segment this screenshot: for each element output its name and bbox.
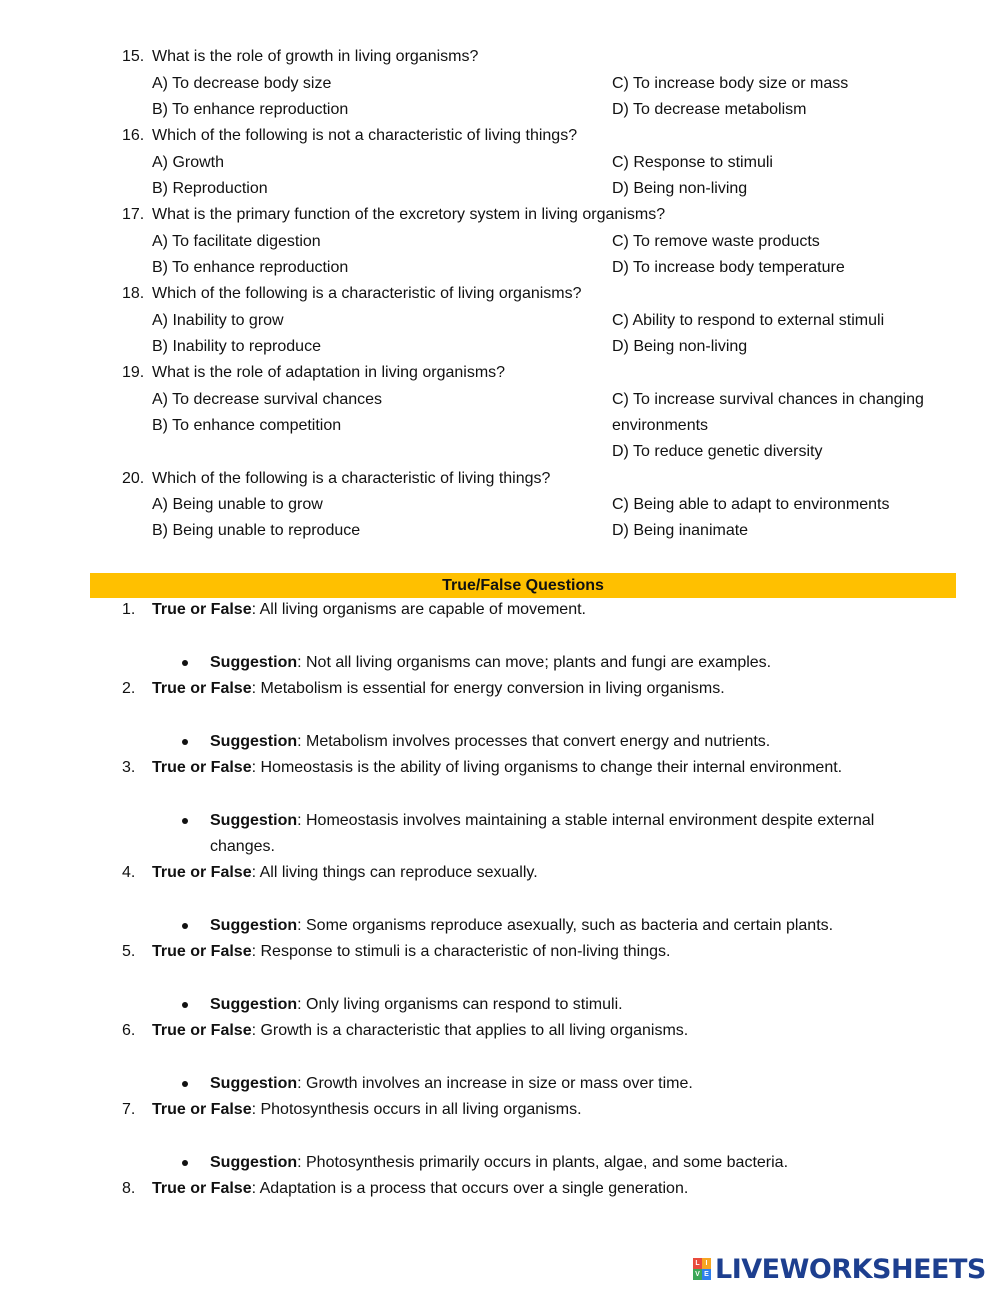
option-d: D) Being non-living: [612, 180, 748, 197]
tf-label: True or False: [152, 1022, 252, 1039]
bullet-dot: [182, 739, 188, 745]
question-text: Which of the following is a characteristic of living things?: [152, 470, 551, 487]
bullet-dot: [182, 923, 188, 929]
logo-letter-l: L: [693, 1258, 702, 1269]
option-a: A) Being unable to grow: [152, 496, 323, 513]
logo-letter-e: E: [702, 1269, 711, 1280]
tf-number: 5.: [122, 943, 136, 960]
option-c: C) Response to stimuli: [612, 154, 773, 171]
tf-statement-text: : All living organisms are capable of movement.: [251, 601, 586, 618]
option-a: A) To facilitate digestion: [152, 233, 321, 250]
tf-statement-text: : Response to stimuli is a characteristic of non-living things.: [251, 943, 671, 960]
option-b: B) Being unable to reproduce: [152, 522, 361, 539]
option-d: D) Being non-living: [612, 338, 748, 355]
option-a: A) To decrease body size: [152, 75, 332, 92]
suggestion-text: : Only living organisms can respond to stimuli.: [297, 996, 623, 1013]
tf-statement: [152, 600, 586, 620]
tf-label: True or False: [152, 680, 252, 697]
question-number: 19.: [122, 364, 145, 381]
liveworksheets-logo-icon: [693, 1258, 711, 1280]
tf-label: True or False: [152, 943, 252, 960]
option-b: B) To enhance reproduction: [152, 101, 349, 118]
tf-statement-text: : Photosynthesis occurs in all living organisms.: [251, 1101, 582, 1118]
suggestion: [210, 995, 623, 1015]
tf-label: True or False: [152, 864, 252, 881]
question-text: What is the primary function of the excretory system in living organisms?: [152, 206, 666, 223]
suggestion: [210, 1153, 788, 1173]
question-number: 16.: [122, 127, 145, 144]
option-c: C) To increase body size or mass: [612, 75, 849, 92]
tf-statement-text: : Growth is a characteristic that applies to all living organisms.: [251, 1022, 689, 1039]
tf-statement: [152, 1179, 688, 1199]
tf-label: True or False: [152, 759, 252, 776]
suggestion-text: : Growth involves an increase in size or mass over time.: [297, 1075, 693, 1092]
suggestion-label: Suggestion: [210, 1154, 298, 1171]
suggestion-label: Suggestion: [210, 733, 298, 750]
tf-number: 1.: [122, 601, 136, 618]
suggestion: [210, 653, 771, 673]
option-d: D) Being inanimate: [612, 522, 749, 539]
suggestion-text: : Photosynthesis primarily occurs in plants, algae, and some bacteria.: [297, 1154, 789, 1171]
option-d: D) To reduce genetic diversity: [612, 443, 823, 460]
suggestion: [210, 1074, 693, 1094]
tf-number: 8.: [122, 1180, 136, 1197]
suggestion-label: Suggestion: [210, 996, 298, 1013]
tf-statement: [152, 758, 842, 778]
tf-label: True or False: [152, 1101, 252, 1118]
option-b: B) To enhance competition: [152, 417, 342, 434]
question-number: 17.: [122, 206, 145, 223]
bullet-dot: [182, 818, 188, 824]
tf-statement: [152, 942, 670, 962]
suggestion: [210, 732, 770, 752]
tf-number: 4.: [122, 864, 136, 881]
suggestion-label: Suggestion: [210, 812, 298, 829]
suggestion: [210, 811, 874, 831]
option-c: C) Ability to respond to external stimuli: [612, 312, 885, 329]
tf-statement: [152, 1100, 582, 1120]
question-number: 15.: [122, 48, 145, 65]
option-b: B) Inability to reproduce: [152, 338, 321, 355]
tf-statement: [152, 863, 538, 883]
option-b: B) Reproduction: [152, 180, 268, 197]
liveworksheets-logo[interactable]: [693, 1254, 986, 1284]
question-text: What is the role of adaptation in living organisms?: [152, 364, 506, 381]
tf-label: True or False: [152, 601, 252, 618]
logo-text: LIVEWORKSHEETS: [715, 1253, 986, 1285]
option-a: A) Inability to grow: [152, 312, 284, 329]
suggestion-label: Suggestion: [210, 917, 298, 934]
suggestion-text: : Homeostasis involves maintaining a stable internal environment despite external: [297, 812, 875, 829]
option-a: A) To decrease survival chances: [152, 391, 383, 408]
option-c: C) Being able to adapt to environments: [612, 496, 890, 513]
suggestion-continued: changes.: [210, 838, 275, 855]
suggestion-label: Suggestion: [210, 1075, 298, 1092]
tf-number: 2.: [122, 680, 136, 697]
logo-letter-v: V: [693, 1269, 702, 1280]
question-text: Which of the following is not a characteristic of living things?: [152, 127, 578, 144]
suggestion-text: : Some organisms reproduce asexually, such as bacteria and certain plants.: [297, 917, 834, 934]
tf-statement-text: : All living things can reproduce sexually.: [251, 864, 538, 881]
tf-number: 7.: [122, 1101, 136, 1118]
tf-number: 6.: [122, 1022, 136, 1039]
tf-statement-text: : Adaptation is a process that occurs over a single generation.: [251, 1180, 689, 1197]
bullet-dot: [182, 1081, 188, 1087]
suggestion-label: Suggestion: [210, 654, 298, 671]
option-c: C) To increase survival chances in changing: [612, 391, 924, 408]
tf-number: 3.: [122, 759, 136, 776]
option-a: A) Growth: [152, 154, 225, 171]
tf-statement: [152, 1021, 688, 1041]
option-b: B) To enhance reproduction: [152, 259, 349, 276]
option-d: D) To decrease metabolism: [612, 101, 807, 118]
question-text: What is the role of growth in living organisms?: [152, 48, 479, 65]
bullet-dot: [182, 1160, 188, 1166]
option-d: D) To increase body temperature: [612, 259, 845, 276]
question-text: Which of the following is a characteristic of living organisms?: [152, 285, 582, 302]
bullet-dot: [182, 1002, 188, 1008]
tf-statement: [152, 679, 725, 699]
tf-label: True or False: [152, 1180, 252, 1197]
question-number: 20.: [122, 470, 145, 487]
bullet-dot: [182, 660, 188, 666]
option-c: C) To remove waste products: [612, 233, 820, 250]
section-title-banner: True/False Questions: [90, 573, 956, 598]
tf-statement-text: : Homeostasis is the ability of living organisms to change their internal environment.: [251, 759, 843, 776]
question-number: 18.: [122, 285, 145, 302]
tf-statement-text: : Metabolism is essential for energy conversion in living organisms.: [251, 680, 725, 697]
suggestion: [210, 916, 833, 936]
logo-letter-i: I: [702, 1258, 711, 1269]
suggestion-text: : Not all living organisms can move; plants and fungi are examples.: [297, 654, 772, 671]
suggestion-text: : Metabolism involves processes that convert energy and nutrients.: [297, 733, 771, 750]
option-c-continued: environments: [612, 417, 709, 434]
